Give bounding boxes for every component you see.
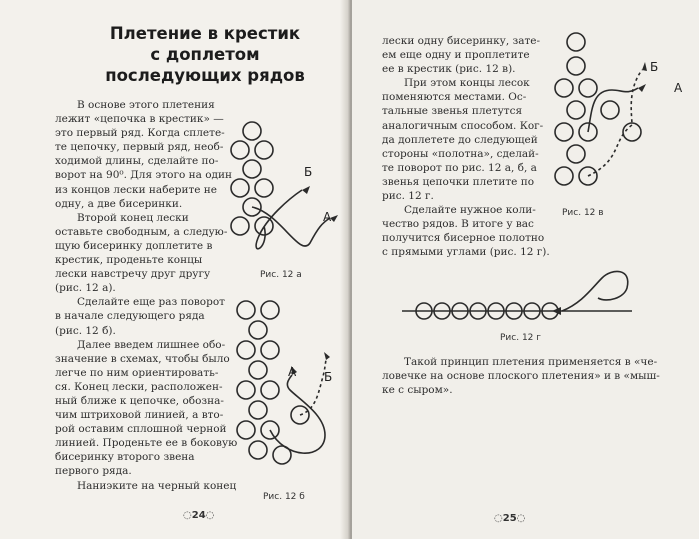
fig-a-label-b: Б <box>304 165 313 179</box>
text-line: (рис. 12 б). <box>55 324 116 337</box>
bead <box>579 79 597 97</box>
arrow-head <box>324 352 330 360</box>
figure-12a <box>230 118 340 268</box>
bead <box>237 341 255 359</box>
bead <box>261 381 279 399</box>
text-line: линией. Проденьте ее в боковую <box>55 437 238 450</box>
bead <box>261 301 279 319</box>
text-line: звенья цепочки плетите по <box>382 175 535 188</box>
ornament-icon: ◌ <box>183 510 192 521</box>
text-line: аналогичным способом. Ког- <box>382 119 544 132</box>
text-line: Такой принцип плетения применяется в «че- <box>404 356 658 368</box>
text-line: те поворот по рис. 12 а, б, а <box>382 161 537 174</box>
arrow-head <box>642 62 647 71</box>
bead <box>237 301 255 319</box>
text-line: крестик, проденьте концы <box>55 254 203 267</box>
bead <box>567 145 585 163</box>
text-line: Сделайте нужное коли- <box>404 204 536 217</box>
figure-12g-caption: Рис. 12 г <box>500 333 541 343</box>
text-line: ный ближе к цепочке, обозна- <box>55 394 224 407</box>
bead <box>243 160 261 178</box>
title-line: с доплетом <box>150 45 260 64</box>
text-line: Сделайте еще раз поворот <box>77 296 225 309</box>
ornament-icon: ◌ <box>516 513 526 524</box>
bead <box>555 79 573 97</box>
text-line: одну, а две бисеринки. <box>55 197 183 210</box>
text-line: ее в крестик (рис. 12 в). <box>382 63 516 76</box>
text-line: из концов лески наберите не <box>55 183 218 196</box>
text-line: Далее введем лишнее обо- <box>77 338 226 351</box>
page-number-left <box>183 510 214 521</box>
page-number-value: 24 <box>191 510 206 521</box>
text-line: лески одну бисеринку, зате- <box>382 35 541 47</box>
bead <box>231 217 249 235</box>
bead <box>249 361 267 379</box>
ornament-icon: ◌ <box>494 513 503 524</box>
arrow-head <box>302 186 310 194</box>
text-line: рис. 12 г. <box>382 190 434 203</box>
figure-12g <box>402 268 632 328</box>
text-line: щую бисеринку доплетите в <box>55 239 213 252</box>
text-line: ке с сыром». <box>382 384 453 397</box>
arrow-head <box>638 84 646 92</box>
text-line: (рис. 12 а). <box>55 282 116 295</box>
text-line: те цепочку, первый ряд, необ- <box>55 141 224 154</box>
text-line: получится бисерное полотно <box>382 232 545 245</box>
text-line: чество рядов. В итоге у вас <box>382 218 534 231</box>
bead <box>555 123 573 141</box>
left-page <box>0 0 348 539</box>
title-line: последующих рядов <box>105 66 305 85</box>
text-line: оставьте свободным, а следую- <box>55 225 228 238</box>
text-line: ловечке на основе плоского плетения» и в «мыш- <box>382 370 660 383</box>
fig-v-label-a: А <box>674 81 683 95</box>
page-number-right <box>494 513 525 524</box>
ornament-icon: ◌ <box>205 510 215 521</box>
bead <box>555 167 573 185</box>
section-title <box>95 23 315 86</box>
bead <box>231 179 249 197</box>
figure-12a-caption: Рис. 12 а <box>260 270 302 280</box>
text-line: в начале следующего ряда <box>55 310 205 323</box>
text-line: В основе этого плетения <box>77 99 215 111</box>
text-line: рой оставим сплошной черной <box>55 423 227 436</box>
text-line: ворот на 90⁰. Для этого на один <box>55 169 232 182</box>
figure-12b-caption: Рис. 12 б <box>263 492 305 502</box>
text-line: стороны «полотна», сделай- <box>382 147 539 160</box>
bead <box>255 141 273 159</box>
bead <box>567 57 585 75</box>
text-line: первого ряда. <box>55 465 132 478</box>
text-line: лески навстречу друг другу <box>55 268 211 281</box>
page-number-value: 25 <box>502 513 517 524</box>
text-line: ем еще одну и проплетите <box>382 49 530 62</box>
right-text-block-1 <box>382 34 550 260</box>
right-text-block-2 <box>382 355 660 397</box>
text-line: да доплетете до следующей <box>382 133 538 146</box>
figure-12b <box>230 300 340 490</box>
thread-line <box>562 271 628 311</box>
bead <box>249 401 267 419</box>
text-line: бисеринку второго звена <box>55 451 195 464</box>
text-line: ходимой длины, сделайте по- <box>55 155 219 168</box>
text-line: значение в схемах, чтобы было <box>55 352 230 365</box>
bead <box>249 321 267 339</box>
bead <box>237 381 255 399</box>
fig-b-label-a: А <box>288 365 297 379</box>
bead <box>601 101 619 119</box>
text-line: Второй конец лески <box>77 211 189 224</box>
fig-v-label-b: Б <box>650 60 659 74</box>
title-line: Плетение в крестик <box>109 24 301 43</box>
fig-b-label-b: Б <box>324 370 333 384</box>
text-line: ся. Конец лески, расположен- <box>55 380 223 393</box>
arrow-head <box>552 307 561 315</box>
text-line: При этом концы лесок <box>404 77 530 90</box>
bead <box>567 101 585 119</box>
bead <box>249 441 267 459</box>
text-line: это первый ряд. Когда сплете- <box>55 127 225 140</box>
bead <box>237 421 255 439</box>
left-text-block-1 <box>55 98 237 493</box>
text-line: тальные звенья плетутся <box>382 105 523 118</box>
bead <box>231 141 249 159</box>
right-page <box>352 0 699 539</box>
figure-12v-caption: Рис. 12 в <box>562 208 604 218</box>
bead <box>261 341 279 359</box>
text-line: поменяются местами. Ос- <box>382 91 527 104</box>
figure-12v <box>562 30 662 195</box>
text-line: чим штриховой линией, а вто- <box>55 409 224 422</box>
fig-a-label-a: А <box>323 210 332 224</box>
bead <box>243 122 261 140</box>
text-line: лежит «цепочка в крестик» — <box>55 113 224 126</box>
text-line: Наниэките на черный конец <box>77 479 237 492</box>
bead <box>255 179 273 197</box>
bead <box>567 33 585 51</box>
text-line: легче по ним ориентировать- <box>55 366 219 379</box>
text-line: с прямыми углами (рис. 12 г). <box>382 246 550 259</box>
